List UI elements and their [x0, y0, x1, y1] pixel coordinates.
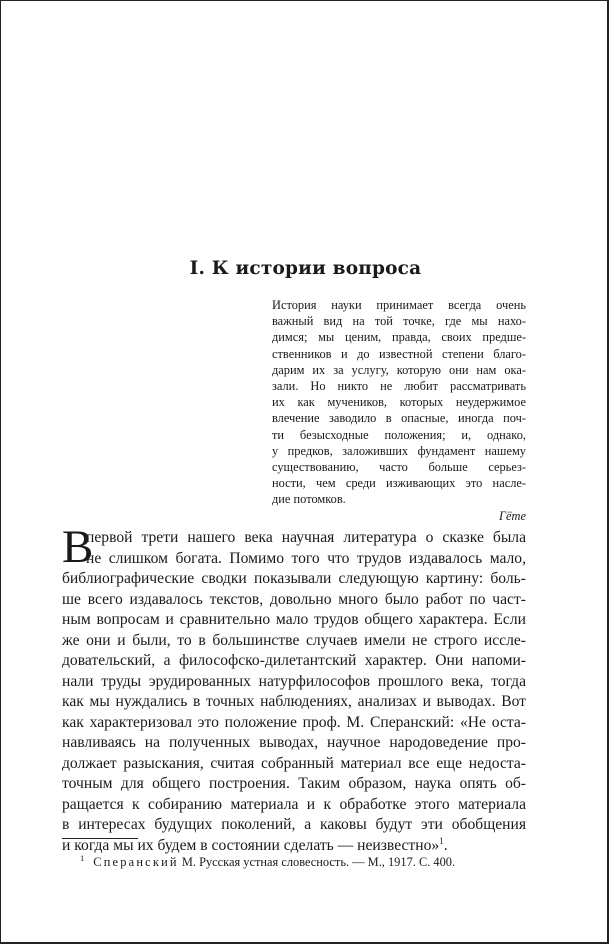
footnote: [80, 850, 455, 870]
epigraph-author: Гёте: [499, 509, 526, 524]
body-line: ным вопросам и сравнительно мало трудов общего характера. Если: [62, 611, 526, 628]
footnote-ref-number: 1: [439, 835, 444, 846]
epigraph-line: зали. Но никто не любит рассматривать: [272, 378, 526, 393]
body-line: ше всего издавалось текстов, довольно много было работ по част-: [62, 590, 526, 608]
epigraph-line: История науки принимает всегда очень: [272, 298, 526, 312]
epigraph-line: существованию, часто больше серьез-: [272, 459, 526, 474]
footnote-number: 1: [80, 853, 85, 863]
body-line: первой трети нашего века научная литература о сказке была: [86, 529, 526, 546]
footnote-text: М. Русская устная словесность. — М., 1917. С. 400.: [178, 855, 456, 869]
body-line: ращается к собиранию материала и к обработке этого материала: [62, 795, 526, 813]
body-line: библиографические сводки показывали следующую картину: боль-: [62, 570, 526, 587]
body-line: и когда мы их будем в состоянии сделать — неизвестно»: [62, 836, 440, 854]
epigraph-line: важный вид на той точке, где мы нахо-: [272, 314, 526, 329]
body-paragraph: [62, 528, 526, 856]
footnote-divider: [62, 838, 138, 839]
body-line: довательский, а философско-дилетантский характер. Они напоми-: [62, 652, 526, 669]
body-line: как характеризовал это положение проф. М. Сперанский: «Не оста-: [62, 713, 526, 731]
body-line: навливаясь на полученных выводах, научное народоведение про-: [62, 734, 526, 751]
epigraph-line: ственников и до известной степени благо-: [272, 346, 526, 361]
epigraph-line: влечение заводило в опасные, иногда поч-: [272, 411, 526, 426]
epigraph-line: у предков, заложивших фундамент нашему: [272, 443, 526, 458]
epigraph: [272, 297, 526, 525]
body-line: же они и были, то в большинстве случаев имели не строго иссле-: [62, 631, 526, 649]
chapter-title: I. К истории вопроса: [189, 258, 422, 279]
body-line: как мы нуждались в точных наблюдениях, анализах и выводах. Вот: [62, 693, 526, 710]
epigraph-line: ти безысходные положения; и, однако,: [272, 427, 526, 442]
epigraph-line: дарим их за услугу, которую они нам ока-: [272, 362, 526, 377]
body-line: должает разыскания, считая собранный материал все еще недоста-: [62, 754, 526, 772]
epigraph-line: ности, чем среди изживающих это насле-: [272, 476, 526, 491]
body-line: нали труды эрудированных натурфилософов прошлого века, тогда: [62, 672, 526, 690]
body-line: не слишком богата. Помимо того что трудов издавалось мало,: [86, 549, 526, 567]
epigraph-line: их как мучеников, которых неудержимое: [272, 395, 526, 410]
body-line: точным для общего построения. Таким образом, наука опять об-: [62, 775, 526, 792]
epigraph-line: дие потомков.: [272, 492, 346, 507]
final-period: .: [443, 836, 448, 854]
footnote-author: Сперанский: [93, 855, 179, 869]
body-line: в интересах будущих поколений, а каковы будут эти обобщения: [62, 816, 526, 833]
epigraph-line: димся; мы ценим, правда, своих предше-: [272, 330, 526, 345]
drop-cap: В: [62, 521, 94, 573]
